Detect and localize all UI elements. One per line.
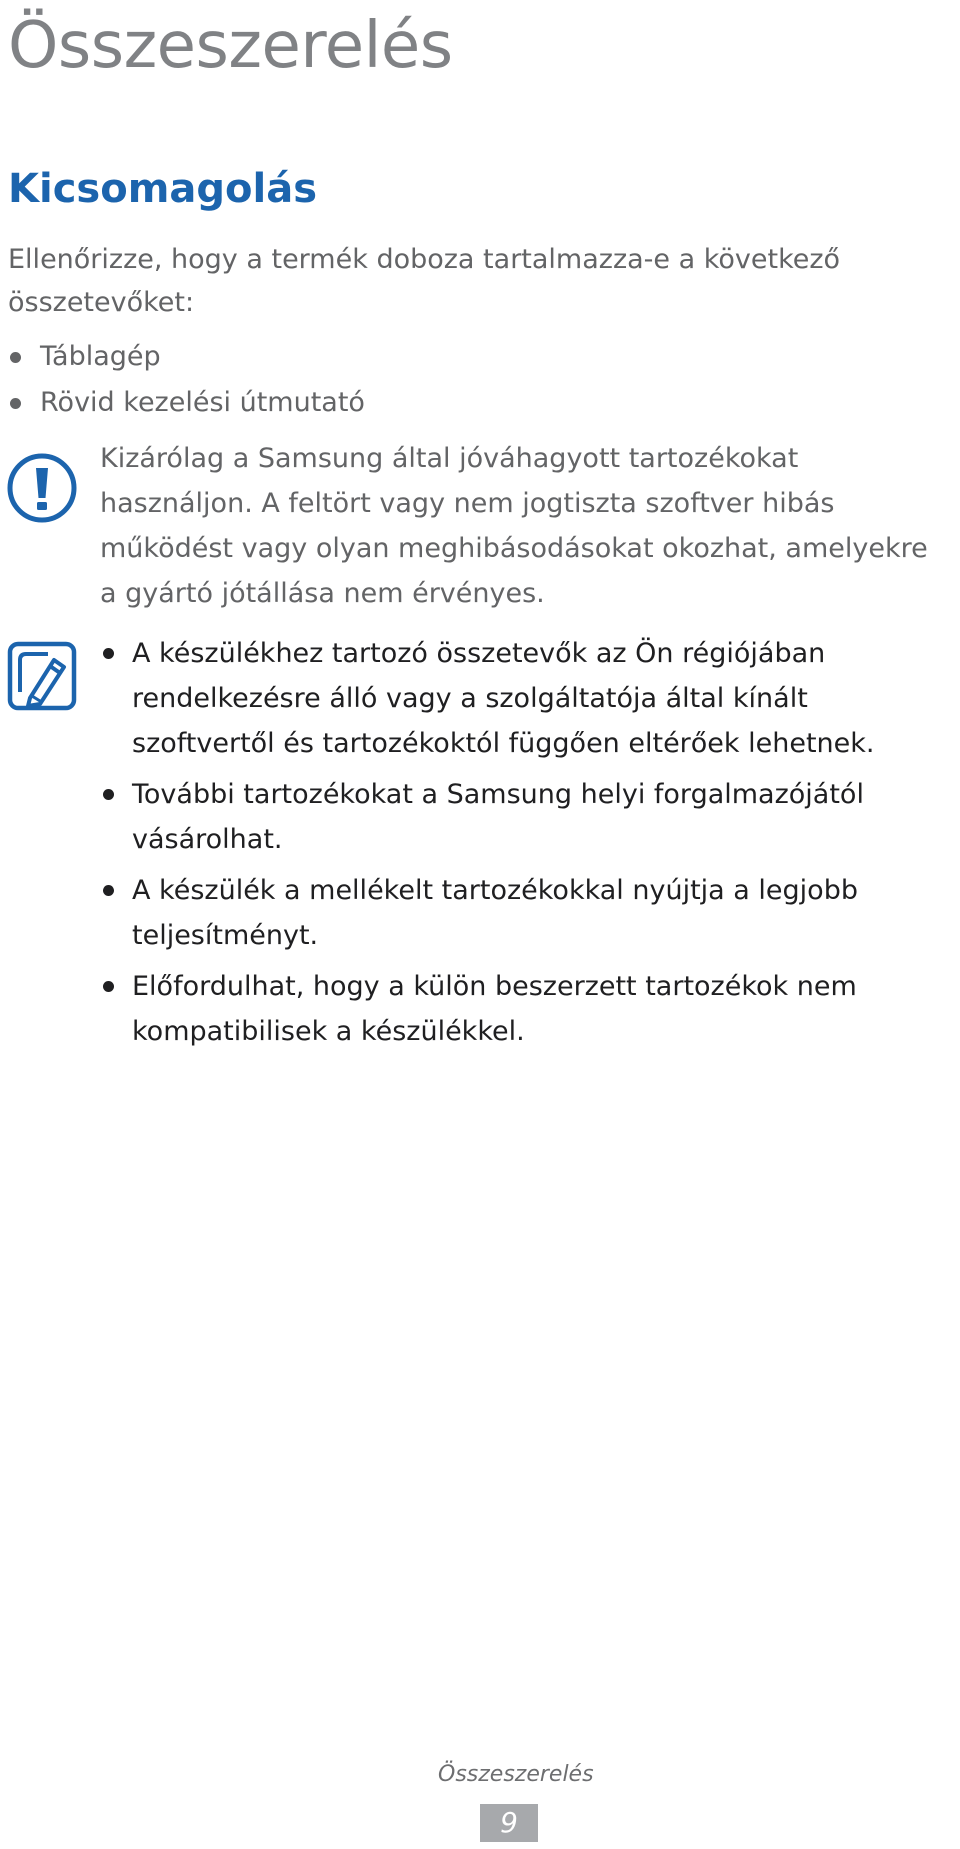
section-title: Kicsomagolás [8, 166, 318, 212]
warning-text: Kizárólag a Samsung által jóváhagyott tartozékokat használjon. A feltört vagy nem jogtiszta szoftver hibás működést vagy olyan meghibásodásokat okozhat, amelyekre a gyártó jótállása nem érvényes. [100, 443, 928, 609]
page-number: 9 [480, 1804, 538, 1842]
warning-exclamation-icon [6, 452, 78, 524]
page-title: Összeszerelés [8, 9, 453, 83]
intro-text: Ellenőrizze, hogy a termék doboza tartalmazza-e a következő összetevőket: [8, 244, 841, 318]
list-item: További tartozékokat a Samsung helyi forgalmazójától vásárolhat. [100, 772, 940, 862]
note-list [100, 631, 940, 1060]
list-item: Rövid kezelési útmutató [8, 380, 365, 426]
contents-list [8, 334, 365, 426]
list-item: A készülék a mellékelt tartozékokkal nyújtja a legjobb teljesítményt. [100, 868, 940, 958]
note-pencil-icon [6, 640, 78, 712]
list-item: Előfordulhat, hogy a külön beszerzett tartozékok nem kompatibilisek a készülékkel. [100, 964, 940, 1054]
footer-section-label: Összeszerelés [438, 1762, 594, 1787]
list-item: A készülékhez tartozó összetevők az Ön régiójában rendelkezésre álló vagy a szolgáltatója által kínált szoftvertől és tartozékoktól függően eltérőek lehetnek. [100, 631, 940, 766]
list-item: Táblagép [8, 334, 365, 380]
